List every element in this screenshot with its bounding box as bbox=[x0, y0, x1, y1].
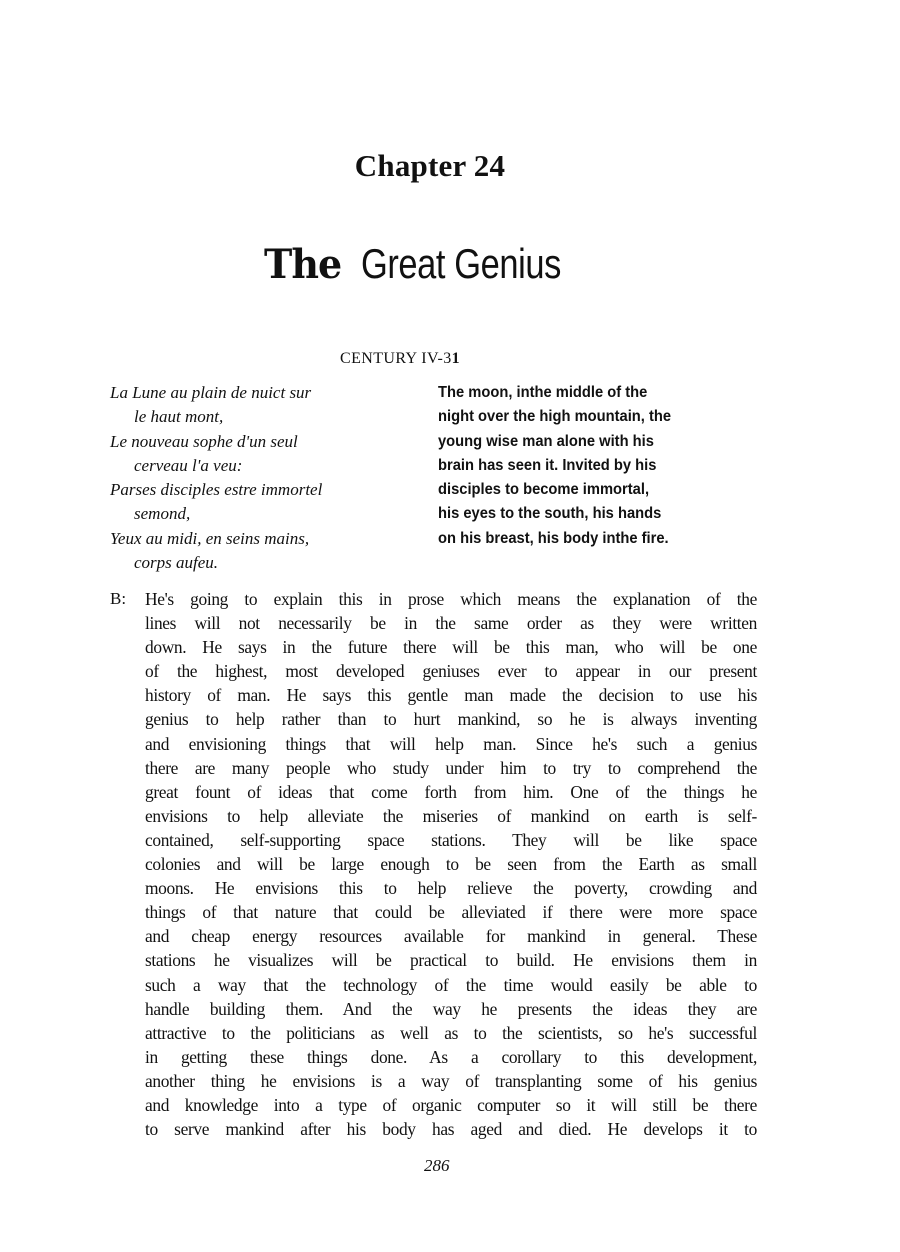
chapter-title bbox=[262, 236, 662, 293]
english-verse-line: his eyes to the south, his hands bbox=[438, 505, 662, 523]
prose-line: colonies and will be large enough to be seen from the Earth as small bbox=[145, 854, 757, 875]
prose-line: things of that nature that could be alleviated if there were more space bbox=[145, 902, 757, 923]
prose-line: handle building them. And the way he presents the ideas they are bbox=[145, 998, 757, 1019]
verse-french bbox=[110, 381, 410, 575]
prose-line: to serve mankind after his body has aged and died. He develops it to bbox=[145, 1119, 757, 1140]
prose-line: such a way that the technology of the time would easily be able to bbox=[145, 974, 757, 995]
english-verse-line: young wise man alone with his bbox=[438, 432, 654, 450]
prose-line: and cheap energy resources available for mankind in general. These bbox=[145, 926, 757, 947]
prose-line: contained, self-supporting space stations. They will be like space bbox=[145, 829, 757, 850]
prose-line: and envisioning things that will help man. Since he's such a genius bbox=[145, 733, 757, 754]
quatrain-reference bbox=[340, 350, 540, 368]
prose-line: genius to help rather than to hurt mankind, so he is always inventing bbox=[145, 709, 757, 730]
chapter-title-blackletter: The bbox=[264, 241, 342, 288]
prose-line: moons. He envisions this to help relieve the poverty, crowding and bbox=[145, 878, 757, 899]
chapter-heading: Chapter 24 bbox=[354, 148, 506, 183]
prose-line: there are many people who study under him to try to comprehend the bbox=[145, 757, 757, 778]
french-verse-line: Le nouveau sophe d'un seul bbox=[110, 431, 298, 451]
english-verse-line: night over the high mountain, the bbox=[438, 408, 672, 426]
french-verse-line: corps aufeu. bbox=[134, 553, 219, 573]
prose-line: and knowledge into a type of organic computer so it will still be there bbox=[145, 1094, 757, 1115]
english-verse-line: brain has seen it. Invited by his bbox=[438, 456, 657, 474]
page-number: 286 bbox=[424, 1156, 450, 1175]
prose-line: in getting these things done. As a corollary to this development, bbox=[145, 1046, 757, 1067]
prose-line: down. He says in the future there will be this man, who will be one bbox=[145, 637, 757, 658]
english-verse-line: on his breast, his body inthe fire. bbox=[438, 529, 669, 547]
prose-line: history of man. He says this gentle man made the decision to use his bbox=[145, 685, 757, 706]
quatrain-number-suffix: 1 bbox=[451, 350, 461, 367]
prose-line: of the highest, most developed geniuses ever to appear in our present bbox=[145, 661, 757, 682]
english-verse-line: disciples to become immortal, bbox=[438, 481, 650, 499]
french-verse-line: cerveau l'a veu: bbox=[134, 455, 243, 475]
prose-line: lines will not necessarily be in the same order as they were written bbox=[145, 613, 757, 634]
french-verse-line: La Lune au plain de nuict sur bbox=[110, 383, 312, 402]
prose-line: great fount of ideas that come forth from him. One of the things he bbox=[145, 781, 757, 802]
french-verse-line: Parses disciples estre immortel bbox=[110, 480, 323, 500]
prose-line: stations he visualizes will be practical to build. He envisions them in bbox=[145, 950, 757, 971]
french-verse-line: Yeux au midi, en seins mains, bbox=[110, 528, 310, 548]
verse-english bbox=[438, 381, 738, 551]
chapter-title-text: Great Genius bbox=[361, 240, 562, 287]
prose-line: attractive to the politicians as well as to the scientists, so he's successful bbox=[145, 1022, 757, 1043]
prose-line: envisions to help alleviate the miseries of mankind on earth is self- bbox=[145, 805, 757, 826]
french-verse-line: le haut mont, bbox=[134, 407, 224, 427]
quatrain-label: CENTURY IV-3 bbox=[340, 350, 452, 367]
speaker-tag: B: bbox=[110, 589, 127, 608]
prose-paragraph bbox=[145, 587, 757, 1141]
french-verse-line: semond, bbox=[134, 504, 191, 524]
english-verse-line: The moon, inthe middle of the bbox=[438, 384, 648, 401]
prose-line: another thing he envisions is a way of transplanting some of his genius bbox=[145, 1070, 757, 1091]
prose-line: He's going to explain this in prose which means the explanation of the bbox=[145, 589, 757, 609]
